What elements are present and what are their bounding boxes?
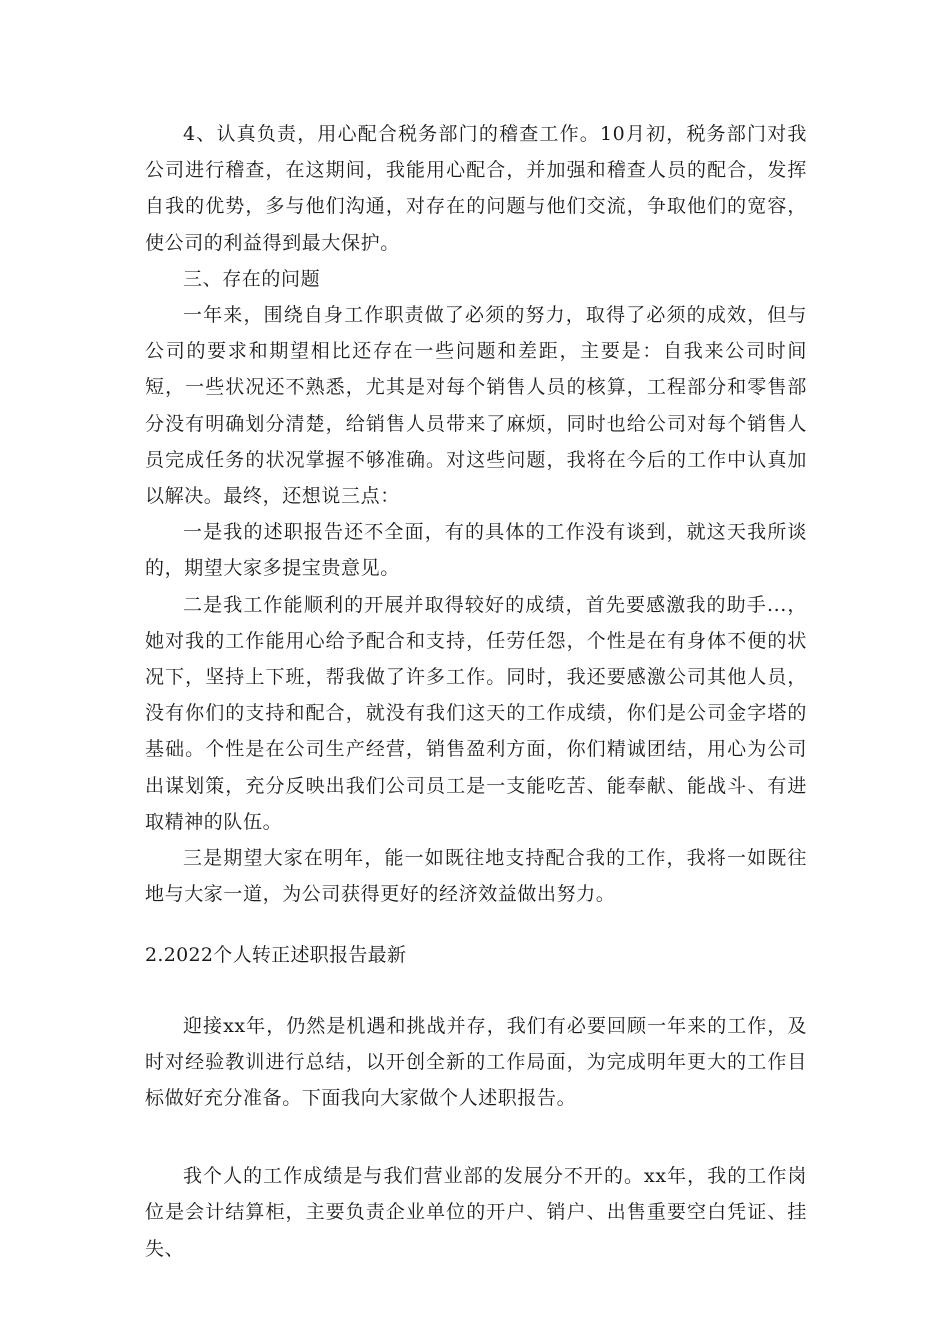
document-body xyxy=(145,116,807,1267)
paragraph-point-one: 一是我的述职报告还不全面，有的具体的工作没有谈到，就这天我所谈的，期望大家多提宝贵意见。 xyxy=(145,521,807,580)
subheading-existing-problems: 三、存在的问题 xyxy=(183,267,321,290)
paragraph-welcome: 迎接xx年，仍然是机遇和挑战并存，我们有必要回顾一年来的工作，及时对经验教训进行总结，以开创全新的工作局面，为完成明年更大的工作目标做好充分准备。下面我向大家做个人述职报告。 xyxy=(145,1014,807,1110)
paragraph-problems: 一年来，围绕自身工作职责做了必须的努力，取得了必须的成效，但与公司的要求和期望相比还存在一些问题和差距，主要是：自我来公司时间短，一些状况还不熟悉，尤其是对每个销售人员的核算，工程部分和零售部分没有明确划分清楚，给销售人员带来了麻烦，同时也给公司对每个销售人员完成任务的状况掌握不够准确。对这些问题，我将在今后的工作中认真加以解决。最终，还想说三点： xyxy=(145,304,807,508)
paragraph-point-three: 三是期望大家在明年，能一如既往地支持配合我的工作，我将一如既往地与大家一道，为公司获得更好的经济效益做出努力。 xyxy=(145,847,807,906)
paragraph-personal-achievements: 我个人的工作成绩是与我们营业部的发展分不开的。xx年，我的工作岗位是会计结算柜，主要负责企业单位的开户、销户、出售重要空白凭证、挂失、 xyxy=(145,1165,807,1260)
section-heading: 2.2022个人转正述职报告最新 xyxy=(145,944,407,967)
paragraph-tax-audit: 4、认真负责，用心配合税务部门的稽查工作。10月初，税务部门对我公司进行稽查，在这期间，我能用心配合，并加强和稽查人员的配合，发挥自我的优势，多与他们沟通，对存在的问题与他们交流，争取他们的宽容，使公司的利益得到最大保护。 xyxy=(145,123,807,254)
paragraph-point-two: 二是我工作能顺利的开展并取得较好的成绩，首先要感激我的助手...，她对我的工作能用心给予配合和支持，任劳任怨，个性是在有身体不便的状况下，坚持上下班，帮我做了许多工作。同时，我还要感激公司其他人员，没有你们的支持和配合，就没有我们这天的工作成绩，你们是公司金字塔的基础。个性是在公司生产经营，销售盈利方面，你们精诚团结，用心为公司出谋划策，充分反映出我们公司员工是一支能吃苦、能奉献、能战斗、有进取精神的队伍。 xyxy=(145,593,807,833)
